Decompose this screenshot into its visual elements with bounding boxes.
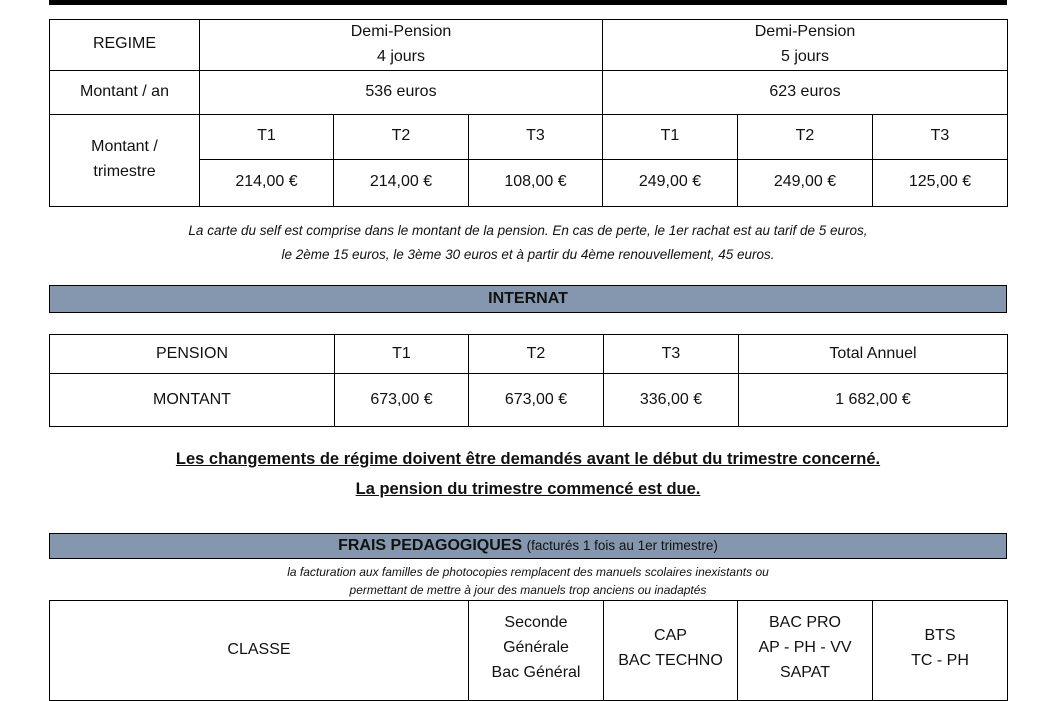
header-line: Seconde — [504, 614, 568, 631]
note-line: le 2ème 15 euros, le 3ème 30 euros et à partir du 4ème renouvellement, 45 euros. — [281, 247, 775, 262]
header-line: BAC TECHNO — [618, 651, 723, 669]
header-line: BAC PRO — [768, 614, 841, 631]
amount-cell: 673,00 € — [469, 374, 604, 427]
term-cell: T3 — [469, 114, 603, 159]
frais-title: FRAIS PEDAGOGIQUES — [338, 537, 523, 554]
header-cell: T2 — [469, 335, 604, 374]
amount-cell: 336,00 € — [604, 374, 739, 427]
term-cell: T1 — [200, 114, 334, 159]
col-cap — [604, 601, 738, 701]
internat-table — [49, 334, 1008, 427]
col-bac-pro — [738, 601, 873, 701]
table-row — [50, 20, 1008, 71]
frais-note — [49, 563, 1007, 599]
montant-an-label: Montant / an — [50, 70, 200, 114]
regime-label: REGIME — [50, 20, 200, 71]
header-cell: Total Annuel — [739, 335, 1008, 374]
header-cell: T1 — [335, 335, 469, 374]
warning-line-1: Les changements de régime doivent être demandés avant le début du trimestre concerné. — [175, 450, 881, 468]
table-row — [50, 374, 1008, 427]
note-line: La carte du self est comprise dans le montant de la pension. En cas de perte, le 1er rachat est au tarif de 5 euros, — [188, 223, 868, 238]
header-demi-pension-4j — [200, 20, 603, 71]
amount-cell: 125,00 € — [873, 159, 1008, 206]
note-line: permettant de mettre à jour des manuels trop anciens ou inadaptés — [349, 583, 707, 597]
term-cell: T1 — [603, 114, 738, 159]
label-line: trimestre — [93, 163, 156, 181]
internat-title: INTERNAT — [488, 290, 568, 307]
montant-an-4j: 536 euros — [200, 70, 603, 114]
header-cell: PENSION — [50, 335, 335, 374]
header-line: AP - PH - VV — [758, 638, 852, 656]
amount-cell: 673,00 € — [335, 374, 469, 427]
header-line: Bac Général — [491, 663, 581, 681]
amount-cell: 214,00 € — [334, 159, 469, 206]
table-row — [50, 601, 1008, 701]
row-label: MONTANT — [50, 374, 335, 427]
header-line: Demi-Pension — [754, 23, 856, 40]
internat-title-band — [49, 285, 1007, 313]
col-seconde — [469, 601, 604, 701]
amount-cell: 249,00 € — [603, 159, 738, 206]
header-demi-pension-5j — [603, 20, 1008, 71]
header-line: 4 jours — [376, 47, 426, 65]
self-card-note — [49, 219, 1007, 267]
table-row — [50, 70, 1008, 114]
amount-cell: 249,00 € — [738, 159, 873, 206]
montant-trimestre-label — [50, 114, 200, 206]
amount-cell: 108,00 € — [469, 159, 603, 206]
header-line: 5 jours — [780, 47, 830, 65]
header-line: Demi-Pension — [350, 23, 452, 40]
amount-cell: 1 682,00 € — [739, 374, 1008, 427]
warning-line-2: La pension du trimestre commencé est due. — [355, 480, 701, 498]
header-line: BTS — [924, 627, 956, 644]
frais-title-band — [49, 533, 1007, 559]
frais-subtitle: (facturés 1 fois au 1er trimestre) — [526, 538, 718, 553]
header-cell: T3 — [604, 335, 739, 374]
table-row — [50, 335, 1008, 374]
header-line: SAPAT — [779, 663, 831, 681]
term-cell: T3 — [873, 114, 1008, 159]
col-bts — [873, 601, 1008, 701]
label-line: Montant / — [91, 138, 158, 156]
header-line: TC - PH — [911, 651, 969, 669]
classe-label: CLASSE — [50, 601, 469, 701]
header-line: CAP — [654, 627, 687, 644]
top-border-bar — [49, 0, 1007, 5]
header-line: Générale — [503, 638, 569, 656]
frais-table — [49, 600, 1008, 701]
note-line: la facturation aux familles de photocopies remplacent des manuels scolaires inexistants ou — [287, 565, 769, 579]
term-cell: T2 — [738, 114, 873, 159]
demi-pension-table — [49, 19, 1008, 207]
table-row — [50, 114, 1008, 159]
term-cell: T2 — [334, 114, 469, 159]
amount-cell: 214,00 € — [200, 159, 334, 206]
montant-an-5j: 623 euros — [603, 70, 1008, 114]
